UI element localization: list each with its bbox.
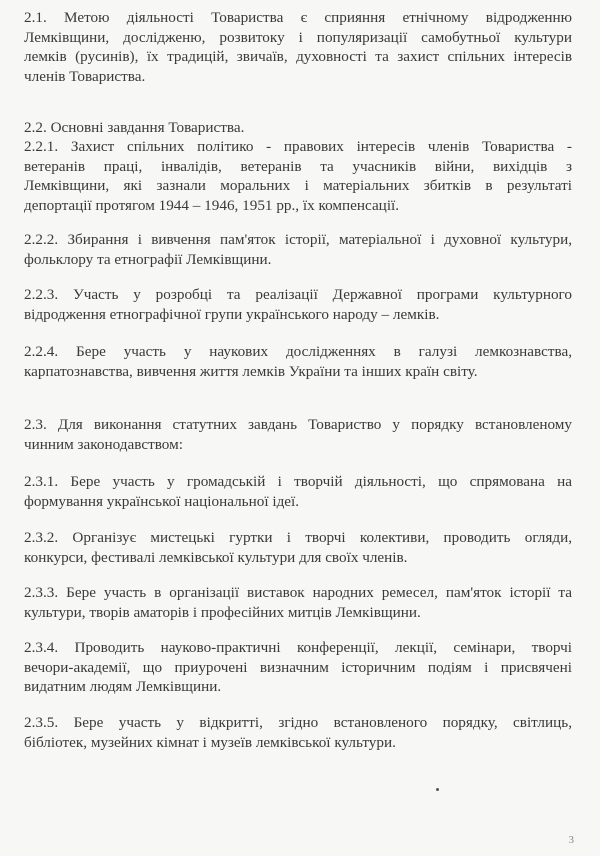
text-line: бібліотек, музейних кімнат і музеїв лемківської культури.	[24, 733, 396, 751]
section-2-1	[24, 8, 572, 86]
section-2-3-4	[24, 638, 572, 697]
text-line: 2.3.4. Проводить науково-практичні конференції, лекції, семінари, творчі	[24, 639, 572, 656]
section-2-2-2	[24, 230, 572, 269]
text-line: карпатознавства, вивчення життя лемків України та інших країн світу.	[24, 362, 478, 380]
text-line: членів Товариства.	[24, 67, 146, 85]
text-line: 2.2.3. Участь у розробці та реалізації Державної програми культурного	[24, 286, 572, 303]
text-line: 2.3.3. Бере участь в організації виставок народних ремесел, пам'яток історії та	[24, 584, 572, 601]
text-line: 2.2.2. Збирання і вивчення пам'яток історії, матеріальної і духовної культури,	[24, 231, 572, 248]
text-line: ветеранів праці, інвалідів, ветеранів та учасників війни, вихідців з	[24, 157, 572, 175]
text-line: 2.3.5. Бере участь у відкритті, згідно встановленого порядку, світлиць,	[24, 714, 572, 731]
text-line: Лемківщини, які зазнали моральних і матеріальних збитків в результаті	[24, 177, 572, 194]
section-2-3-1	[24, 472, 572, 511]
section-2-3-5	[24, 713, 572, 752]
text-line: фольклору та етнографії Лемківщини.	[24, 250, 272, 268]
text-line: Лемківщини, дослідженю, розвитоку і популяризації самобутньої культури	[24, 28, 572, 46]
scan-speck	[436, 788, 439, 791]
section-2-2-3	[24, 285, 572, 324]
text-line: 2.3.2. Організує мистецькі гуртки і творчі колективи, проводить огляди,	[24, 529, 572, 546]
section-2-3-2	[24, 528, 572, 567]
text-line: 2.2.1. Захист спільних політико - правових інтересів членів Товариства -	[24, 138, 572, 155]
text-line: депортації протягом 1944 – 1946, 1951 рр., їх компенсації.	[24, 196, 400, 214]
text-line: конкурси, фестивалі лемківської культури для своїх членів.	[24, 548, 408, 566]
text-line: 2.3. Для виконання статутних завдань Товариство у порядку встановленому	[24, 416, 572, 433]
section-2-2-4	[24, 342, 572, 381]
text-line: формування української національної ідеї.	[24, 492, 300, 510]
section-2-2	[24, 118, 572, 138]
text-line: чинним законодавством:	[24, 435, 183, 453]
text-line: видатним людям Лемківщини.	[24, 678, 222, 695]
page-number: 3	[568, 834, 574, 846]
section-2-2-1	[24, 137, 572, 215]
text-line: 2.2. Основні завдання Товариства.	[24, 119, 245, 136]
text-line: відродження етнографічної групи українського народу – лемків.	[24, 305, 440, 323]
section-2-3-3	[24, 583, 572, 622]
text-line: 2.2.4. Бере участь у наукових дослідженнях в галузі лемкознавства,	[24, 343, 572, 360]
text-line: вечори-академії, що приурочені визначним історичним подіям і присвячені	[24, 658, 572, 676]
text-line: 2.1. Метою діяльності Товариства є сприяння етнічному відродженню	[24, 9, 572, 26]
section-2-3	[24, 415, 572, 454]
text-line: культури, творів аматорів і професійних митців Лемківщини.	[24, 603, 421, 621]
text-line: лемків (русинів), їх традицій, звичаїв, духовності та захист спільних інтересів	[24, 48, 572, 65]
text-line: 2.3.1. Бере участь у громадській і творчій діяльності, що спрямована на	[24, 473, 572, 490]
